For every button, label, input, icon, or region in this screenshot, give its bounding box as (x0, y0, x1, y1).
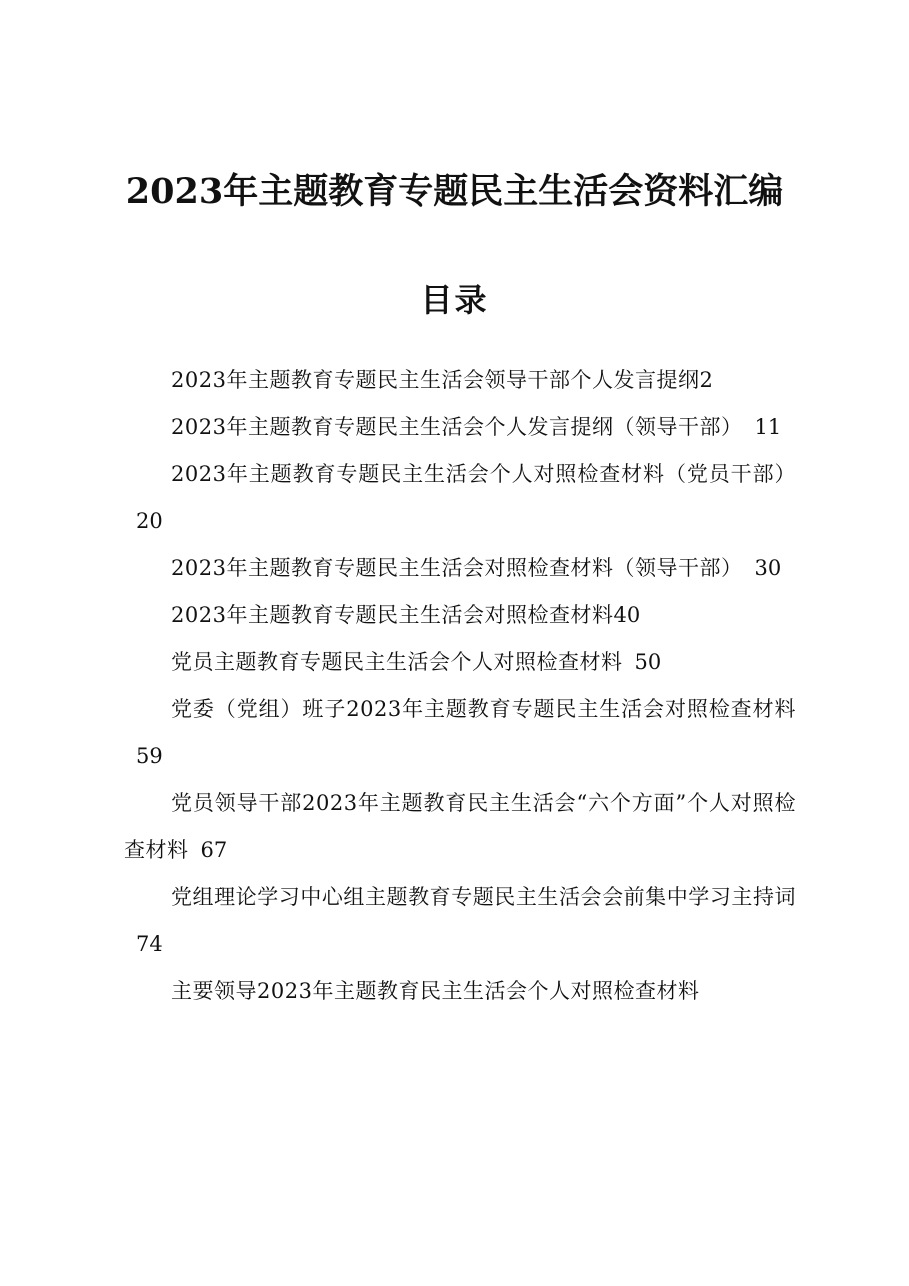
toc-entry-page: 59 (136, 744, 163, 768)
toc-entry-page: 11 (754, 415, 782, 439)
toc-entry-title: 党员主题教育专题民主生活会个人对照检查材料 (171, 650, 623, 674)
toc-entry-page: 30 (754, 556, 782, 580)
toc-entry-page: 50 (634, 650, 662, 674)
toc-entry[interactable] (124, 592, 796, 639)
toc-entry-title: 党组理论学习中心组主题教育专题民主生活会会前集中学习主持词 (171, 885, 796, 909)
toc-entry-title: 2023年主题教育专题民主生活会对照检查材料（领导干部） (171, 556, 743, 580)
toc-entry-title: 2023年主题教育专题民主生活会对照检查材料 (171, 603, 614, 627)
toc-entry[interactable] (124, 545, 796, 592)
document-title: 2023年主题教育专题民主生活会资料汇编 (125, 171, 784, 212)
toc-entry[interactable] (124, 874, 796, 968)
toc-entry[interactable] (124, 780, 796, 874)
table-of-contents (124, 357, 796, 1015)
toc-entry[interactable] (124, 357, 796, 404)
toc-entry-page: 40 (613, 603, 641, 627)
toc-entry-page: 67 (200, 838, 228, 862)
toc-entry-page: 74 (136, 932, 163, 956)
toc-entry-title: 2023年主题教育专题民主生活会个人对照检查材料（党员干部） (171, 462, 796, 486)
toc-entry-title: 党委（党组）班子2023年主题教育专题民主生活会对照检查材料 (171, 697, 796, 721)
toc-entry-page: 2 (699, 368, 713, 392)
toc-entry-page: 20 (136, 509, 163, 533)
toc-entry-title: 党员领导干部2023年主题教育民主生活会“六个方面”个人对照检查材料 (124, 791, 796, 862)
toc-entry-title: 2023年主题教育专题民主生活会领导干部个人发言提纲 (171, 368, 700, 392)
toc-entry-title: 主要领导2023年主题教育民主生活会个人对照检查材料 (171, 979, 700, 1003)
toc-heading: 目录 (420, 281, 489, 319)
toc-entry[interactable] (124, 968, 796, 1015)
toc-entry[interactable] (124, 404, 796, 451)
toc-entry[interactable] (124, 686, 796, 780)
toc-entry[interactable] (124, 639, 796, 686)
toc-entry[interactable] (124, 451, 796, 545)
toc-entry-title: 2023年主题教育专题民主生活会个人发言提纲（领导干部） (171, 415, 743, 439)
